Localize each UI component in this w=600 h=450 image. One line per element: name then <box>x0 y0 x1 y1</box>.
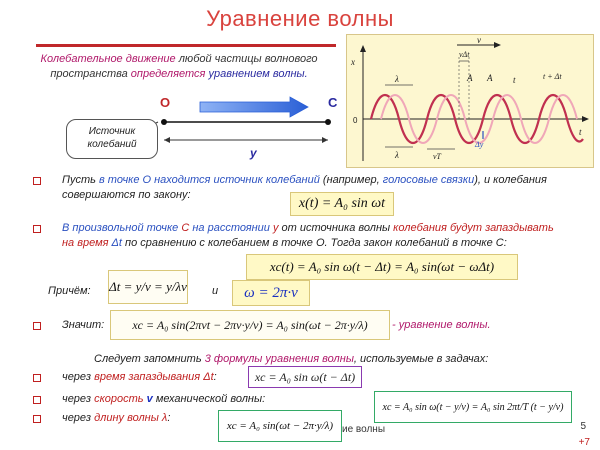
source-box <box>66 119 158 159</box>
b1-c: голосовые связки <box>382 174 475 186</box>
wp-x: x <box>351 57 355 67</box>
label-y: y <box>250 146 257 160</box>
tail-text: ие волны <box>342 424 386 435</box>
through-1-text <box>62 370 217 385</box>
through-2-text <box>62 392 265 407</box>
wp-lambda: λ <box>395 74 399 84</box>
page-number: 5 <box>580 421 586 432</box>
b1-b: (например, <box>319 174 383 186</box>
t2-a: через <box>62 393 95 405</box>
formula-8: xc = A₀ sin(ωt − 2π·y/λ) <box>218 410 342 442</box>
prichem-label: Причём: <box>48 285 91 297</box>
bullet-4-marker <box>33 374 41 382</box>
b1-a: в точке О находится источник колебаний <box>98 174 320 186</box>
bullet-3-marker <box>33 322 41 330</box>
source-line-2: колебаний <box>87 139 137 150</box>
page-title: Уравнение волны <box>206 6 394 31</box>
bullet-6-marker <box>33 415 41 423</box>
wp-t: t <box>579 127 582 137</box>
formula-1: x(t) = A₀ sin ωt <box>290 192 394 216</box>
bullet-1-marker <box>33 177 41 185</box>
b1-d: ), и колебания совершаются по закону: <box>62 174 547 201</box>
znachit-label: Значит: <box>62 319 105 331</box>
label-o: O <box>160 95 171 110</box>
source-line-1: Источник <box>88 126 136 137</box>
wp-vT: vT <box>433 152 441 161</box>
wp-lambda-bottom: λ <box>395 150 399 160</box>
wp-v: v <box>477 35 481 45</box>
t2-d: механической волны: <box>152 393 266 405</box>
wave-equation-label: - уравнение волны. <box>392 319 491 331</box>
b2-a: В произвольной точке <box>62 222 182 234</box>
wp-a1: A <box>467 73 473 83</box>
t3-b: длину волны λ <box>94 412 168 424</box>
b1-pre: Пусть <box>62 174 99 186</box>
wave-plot-svg <box>347 35 595 169</box>
b2-h: по сравнению с колебанием в точке О. Тогда закон колебаний в точке С: <box>122 237 507 249</box>
rem-a: Следует запомнить <box>94 353 205 365</box>
formula-2: xc(t) = A₀ sin ω(t − Δt) = A₀ sin(ωt − ωΔt) <box>246 254 518 280</box>
label-c: C <box>328 95 338 110</box>
through-3-text <box>62 411 170 426</box>
bullet-5-marker <box>33 396 41 404</box>
propagation-arrow <box>200 97 308 117</box>
point-c <box>325 119 331 125</box>
t1-a: через <box>62 371 95 383</box>
plus-seven: +7 <box>578 437 590 448</box>
t2-c: v <box>143 393 153 405</box>
formula-6: xc = A₀ sin ω(t − Δt) <box>248 366 362 388</box>
i-word: и <box>212 285 219 297</box>
title-underline <box>36 44 336 47</box>
formula-3: Δt = y/v = y/λν <box>108 270 188 304</box>
wave-plot <box>346 34 594 168</box>
intro-p1: Колебательное движение <box>40 53 176 65</box>
intro-text <box>14 52 344 82</box>
b2-e: от источника волны <box>278 222 394 234</box>
rem-b: 3 формулы уравнения волны <box>204 353 354 365</box>
b2-d: у <box>272 222 279 234</box>
point-o <box>161 119 167 125</box>
formula-4: ω = 2π·ν <box>232 280 310 306</box>
intro-p3: определяется <box>130 68 206 80</box>
b2-b: С <box>181 222 190 234</box>
t2-b: скорость <box>94 393 144 405</box>
b2-g: Δt <box>108 237 122 249</box>
t1-b: время запаздывания Δt <box>94 371 214 383</box>
b2-f: колебания будут запаздывать на время <box>62 222 554 249</box>
b2-c: на расстоянии <box>189 222 273 234</box>
t3-c: : <box>167 412 171 424</box>
bullet-2-text <box>62 221 554 251</box>
rem-c: , используемые в задачах: <box>353 353 489 365</box>
wp-vdt: vΔt <box>459 50 470 59</box>
formula-5: xc = A₀ sin(2πνt − 2πν·y/v) = A₀ sin(ωt − 2π·y/λ) <box>110 310 390 340</box>
bullet-2-marker <box>33 225 41 233</box>
wp-a2: A <box>487 73 493 83</box>
wp-t-dt-curve: t + Δt <box>543 72 562 81</box>
wp-t-curve: t <box>513 75 516 85</box>
remember-text <box>94 352 488 367</box>
t3-a: через <box>62 412 95 424</box>
formula-7: xc = A₀ sin ω(t − y/v) = A₀ sin 2πt/T (t − y/v) <box>374 391 572 423</box>
intro-p2: любой частицы волнового пространства <box>50 53 318 80</box>
wp-dy: Δy <box>475 140 484 149</box>
wp-zero: 0 <box>353 116 358 125</box>
intro-p4: уравнением волны. <box>205 68 308 80</box>
t1-c: : <box>213 371 217 383</box>
